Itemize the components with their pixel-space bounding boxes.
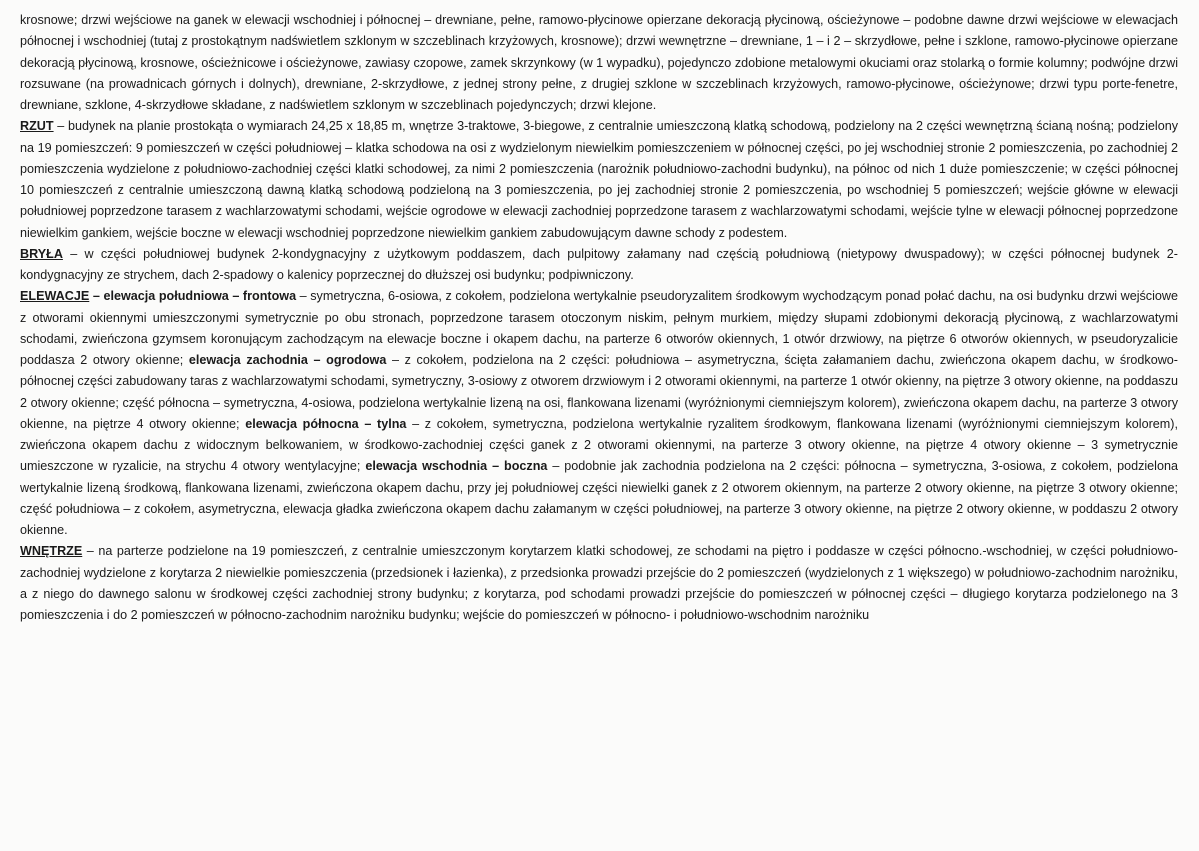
elewacje-separator: – <box>89 289 104 304</box>
document-body <box>20 10 1178 626</box>
wnetrze-paragraph <box>20 541 1178 626</box>
elewacje-paragraph <box>20 286 1178 541</box>
doors-text: krosnowe; drzwi wejściowe na ganek w elewacji wschodniej i północnej – drewniane, pełne, ramowo-płycinowe opierzane dekoracją płycinową, ościeżynowe – podobne dawne drzwi wejściowe w elewacjach północnej i wschodniej (tutaj z prostokątnym nadświetlem szklonym w szczeblinach krzyżowych, krosnowe); drzwi wewnętrzne – drewniane, 1 – i 2 – skrzydłowe, pełne i szklone, ramowo-płycinowe opierzane dekoracją płycinową, krosnowe, ościeżnicowe i ościeżynowe, zawiasy czopowe, zamek skrzynkowy (w 1 wypadku), pojedynczo zdobione metalowymi okuciami oraz stolarką o formie kolumny; podwójne drzwi rozsuwane (na prowadnicach górnych i dolnych), drewniane, 2-skrzydłowe, z jednej strony pełne, z drugiej szklone w szczeblinach krzyżowych, ramowo-płycinowe, ościeżynowe; drzwi typu porte-fenetre, drewniane, szklone, 4-skrzydłowe składane, z nadświetlem szklonym w szczeblinach pojedynczych; drzwi klejone. <box>20 13 1178 112</box>
east-elevation-text: – podobnie jak zachodnia podzielona na 2 części: północna – symetryczna, 3-osiowa, z cokołem, podzielona wertykalnie lizeną środkową, flankowana lizenami, zwieńczona okapem dachu, przy jej południowej części niewielki ganek z 2 otworem okiennym, na parterze 2 otwory okienne, na piętrze 3 otwory okienne; część południowa – z cokołem, asymetryczna, elewacja gładka zwieńczona okapem dachu załamanym w części południowej, na parterze 3 otwory okienne, na piętrze 2 otwory okienne, w poddaszu 2 otwory okienne. <box>20 459 1178 537</box>
bryla-text: – w części południowej budynek 2-kondygnacyjny z użytkowym poddaszem, dach pulpitowy załamany nad częścią południową (nietypowy dwuspadowy); w części północnej budynek 2-kondygnacyjny ze strychem, dach 2-spadowy o kalenicy poprzecznej do dłuższej osi budynku; podpiwniczony. <box>20 246 1178 282</box>
elewacje-heading: ELEWACJE <box>20 289 90 304</box>
wnetrze-heading: WNĘTRZE <box>20 544 83 559</box>
west-elevation-text: – z cokołem, podzielona na 2 części: południowa – asymetryczna, ścięta załamaniem dachu, zwieńczona okapem dachu, w środkowo-północnej części zabudowany taras z wachlarzowatymi schodami, symetryczny, 3-osiowy z otworem drzwiowym i 2 otworami okiennymi, na parterze 1 otwór okienny, na piętrze 3 otwory okienne, na poddaszu 2 otwory okienne; część północna – symetryczna, 4-osiowa, podzielona wertykalnie lizeną na osi, flankowana lizenami (wyróżnionymi ciemniejszym kolorem), zwieńczona okapem dachu, na parterze 3 otwory okienne, na piętrze 4 otwory okienne; <box>20 353 1178 431</box>
west-elevation-label: elewacja zachodnia – ogrodowa <box>188 353 387 367</box>
north-elevation-label: elewacja północna – tylna <box>245 416 407 431</box>
south-elevation-text: – symetryczna, 6-osiowa, z cokołem, podzielona wertykalnie pseudoryzalitem środkowym wychodzącym ponad połać dachu, na osi budynku drzwi wejściowe z otworami okiennymi umieszczonymi symetrycznie po obu stronach, poprzedzone tarasem otoczonym niskim, pełnym murkiem, między słupami zdobionymi dekoracją płycinową, z wachlarzowatymi schodami, zwieńczona gzymsem koronującym zachodzącym na elewacje boczne i okapem dachu, na parterze 6 otworów okiennych, 1 otwór drzwiowy, na piętrze 6 otworów okiennych, w pseudoryzalicie poddasza 2 otwory okienne; <box>20 289 1178 367</box>
doors-paragraph <box>20 10 1178 116</box>
rzut-text: – budynek na planie prostokąta o wymiarach 24,25 x 18,85 m, wnętrze 3-traktowe, 3-biegowe, z centralnie umieszczoną klatką schodową, podzielony na 2 części wewnętrzną ścianą nośną; podzielony na 19 pomieszczeń: 9 pomieszczeń w części południowej – klatka schodowa na osi z wydzielonym niewielkim pomieszczeniem w północnej części, po jej wschodniej stronie 2 pomieszczenia, po zachodniej 2 pomieszczenia wydzielone z południowo-zachodniej części klatki schodowej, za nimi 2 pomieszczenia (narożnik południowo-zachodni budynku), na północ od nich 1 duże pomieszczenie; w części północnej 10 pomieszczeń z centralnie umieszczoną dawną klatką schodową podzieloną na 3 pomieszczenia, po jej zachodniej stronie 2 pomieszczenia, po wschodniej 5 pomieszczeń; wejście główne w elewacji południowej poprzedzone tarasem z wachlarzowatymi schodami, wejście ogrodowe w elewacji zachodniej poprzedzone tarasem z wachlarzowatymi schodami, wejście tylne w elewacji północnej poprzedzone niewielkim gankiem, wejście boczne w elewacji wschodniej poprzedzone niewielkim gankiem zabudowującym dawne schody z podestem. <box>20 119 1178 240</box>
rzut-paragraph <box>20 116 1178 244</box>
east-elevation-label: elewacja wschodnia – boczna <box>365 459 548 474</box>
wnetrze-text: – na parterze podzielone na 19 pomieszczeń, z centralnie umieszczonym korytarzem klatki schodowej, ze schodami na piętro i poddasze w części północno.-wschodniej, w części południowo-zachodniej wydzielone z korytarza 2 niewielkie pomieszczenia (przedsionek i łazienka), z przedsionka prowadzi przejście do 2 pomieszczeń (wydzielonych z 1 większego) w południowo-zachodnim narożniku, a z niego do dawnego salonu w środkowej części zachodniej strony budynku; z korytarza, pod schodami prowadzi przejście do pomieszczeń w północnej części – długiego korytarza podzielonego na 3 pomieszczenia i do 2 pomieszczeń w północno-zachodnim narożniku budynku; wejście do pomieszczeń w północno- i południowo-wschodnim narożniku <box>20 544 1178 622</box>
south-elevation-label: elewacja południowa – frontowa <box>103 289 297 304</box>
north-elevation-text: – z cokołem, symetryczna, podzielona wertykalnie ryzalitem środkowym, flankowana lizenami (wyróżnionymi ciemniejszym kolorem), zwieńczona okapem dachu z widocznym belkowaniem, w środkowo-zachodniej części ganek z 2 otworami okiennymi, na parterze 3 otwory okienne, na piętrze 4 otwory okienne – 3 symetrycznie umieszczone w ryzalicie, na strychu 4 otwory wentylacyjne; <box>20 416 1178 474</box>
bryla-paragraph <box>20 244 1178 287</box>
rzut-heading: RZUT <box>20 119 54 134</box>
bryla-heading: BRYŁA <box>20 246 63 261</box>
